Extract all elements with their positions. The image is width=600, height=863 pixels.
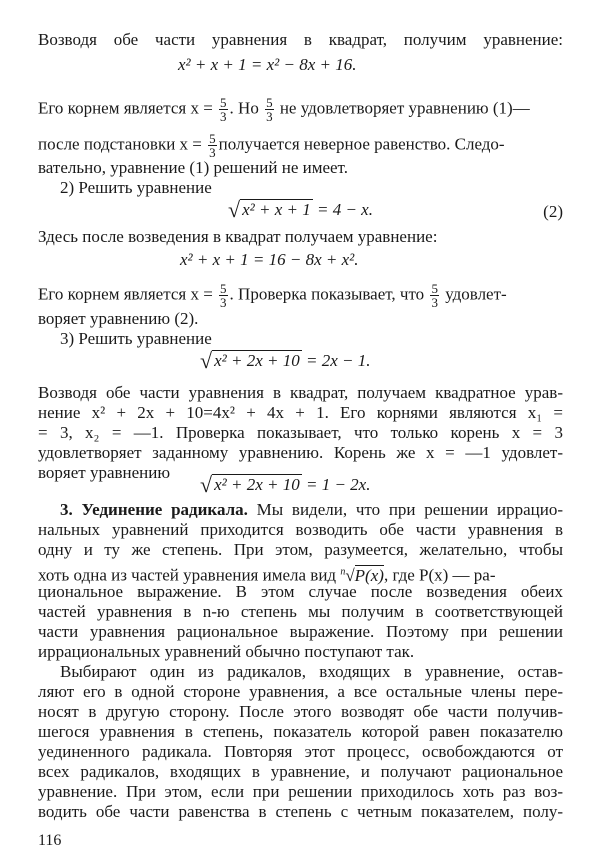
equation-5 bbox=[200, 472, 371, 497]
radicand: P(x) bbox=[354, 565, 384, 585]
text-line: водить обе части равенства в степень с четным показателем, полу- bbox=[38, 802, 563, 821]
text-span: , где P(x) — ра- bbox=[383, 565, 496, 585]
denominator: 3 bbox=[220, 109, 227, 124]
text-span: после подстановки x = bbox=[38, 134, 202, 154]
fraction bbox=[265, 96, 274, 123]
radical-sign: √ bbox=[200, 348, 213, 373]
radical-sign: √ bbox=[228, 197, 241, 222]
text-span: Его корнем является x = bbox=[38, 98, 213, 118]
denominator: 3 bbox=[431, 295, 438, 310]
section-heading-line bbox=[60, 500, 563, 520]
fraction bbox=[219, 96, 228, 123]
equation-4 bbox=[200, 348, 371, 373]
text-line: удовлетворяет заданному уравнению. Корень же x = —1 удовлет- bbox=[38, 443, 563, 462]
denominator: 3 bbox=[209, 145, 216, 160]
sqrt-expression bbox=[228, 197, 313, 222]
numerator: 5 bbox=[266, 95, 273, 110]
text-span: не удовлетворяет уравнению (1)— bbox=[279, 98, 530, 118]
text-line: иррациональных уравнений обычно поступают так. bbox=[38, 642, 415, 661]
denominator: 3 bbox=[220, 295, 227, 310]
text-line bbox=[38, 132, 563, 159]
text-line: уравнение. При этом, если при решении приходилось хоть раз воз- bbox=[38, 782, 563, 801]
numerator: 5 bbox=[431, 281, 438, 296]
fraction bbox=[208, 132, 217, 159]
sqrt-expression bbox=[200, 348, 302, 373]
text-line: 3) Решить уравнение bbox=[60, 329, 212, 348]
text-line: воряет уравнению (2). bbox=[38, 309, 199, 328]
text-line: вательно, уравнение (1) решений не имеет. bbox=[38, 158, 348, 177]
radicand: x² + x + 1 bbox=[242, 200, 311, 219]
numerator: 5 bbox=[220, 95, 227, 110]
text-span: получается неверное равенство. Следо- bbox=[218, 134, 505, 154]
text-span: Мы видели, что при решении иррацио- bbox=[247, 500, 563, 519]
text-span: хоть одна из частей уравнения имела вид bbox=[38, 565, 337, 585]
text-span: удовлет- bbox=[445, 284, 507, 304]
denominator: 3 bbox=[266, 109, 273, 124]
text-line: нение x² + 2x + 10=4x² + 4x + 1. Его корнями являются x₁ = bbox=[38, 403, 563, 422]
radicand: x² + 2x + 10 bbox=[214, 475, 300, 494]
section-heading: 3. Уединение радикала. bbox=[60, 500, 248, 519]
text-line: одну и ту же степень. При этом, разумеется, желательно, чтобы bbox=[38, 540, 563, 559]
equation-rhs: = 4 − x. bbox=[312, 200, 373, 219]
text-line: 2) Решить уравнение bbox=[60, 178, 212, 197]
text-line bbox=[38, 96, 563, 123]
text-line: Выбирают один из радикалов, входящих в уравнение, остав- bbox=[60, 662, 563, 681]
text-line: нальных уравнений приходится возводить обе части уравнения в bbox=[38, 520, 563, 539]
radical-sign: √ bbox=[345, 565, 355, 585]
text-span: . Проверка показывает, что bbox=[229, 284, 425, 304]
equation-1: x² + x + 1 = x² − 8x + 16. bbox=[178, 55, 357, 74]
root-index: n bbox=[340, 566, 346, 577]
equation-number: (2) bbox=[543, 202, 563, 221]
text-line: Здесь после возведения в квадрат получаем уравнение: bbox=[38, 227, 438, 246]
numerator: 5 bbox=[209, 131, 216, 146]
fraction bbox=[430, 282, 439, 309]
text-line: носят в другую сторону. После этого возводят обе части получив- bbox=[38, 702, 563, 721]
text-line: уединенного радикала. Повторяя этот процесс, освобождаются от bbox=[38, 742, 563, 761]
radicand: x² + 2x + 10 bbox=[214, 351, 300, 370]
text-line: циональное выражение. В этом случае после возведения обеих bbox=[38, 582, 563, 601]
text-line: Возводя обе части уравнения в квадрат, получим уравнение: bbox=[38, 30, 563, 49]
equation-2 bbox=[228, 197, 373, 222]
text-line bbox=[38, 282, 563, 309]
equation-rhs: = 1 − 2x. bbox=[301, 475, 371, 494]
text-line: шегося уравнения в степень, показатель которой равен показателю bbox=[38, 722, 563, 741]
text-line: Возводя обе части уравнения в квадрат, получаем квадратное урав- bbox=[38, 383, 563, 402]
equation-rhs: = 2x − 1. bbox=[301, 351, 371, 370]
text-line: всех радикалов, входящих в уравнение, и получают рациональное bbox=[38, 762, 563, 781]
text-line: частей уравнения в n-ю степень мы получим в соответствующей bbox=[38, 602, 563, 621]
text-span: Его корнем является x = bbox=[38, 284, 213, 304]
text-line: = 3, x₂ = —1. Проверка показывает, что только корень x = 3 bbox=[38, 423, 563, 442]
text-line: ляют его в одной стороне уравнения, а все остальные члены пере- bbox=[38, 682, 563, 701]
text-span: . Но bbox=[229, 98, 259, 118]
numerator: 5 bbox=[220, 281, 227, 296]
radical-sign: √ bbox=[200, 472, 213, 497]
text-line: воряет уравнению bbox=[38, 463, 171, 482]
page-number: 116 bbox=[38, 832, 62, 849]
fraction bbox=[219, 282, 228, 309]
sqrt-expression bbox=[200, 472, 302, 497]
equation-3: x² + x + 1 = 16 − 8x + x². bbox=[180, 250, 359, 269]
text-line: части уравнения рациональное выражение. Поэтому при решении bbox=[38, 622, 563, 641]
